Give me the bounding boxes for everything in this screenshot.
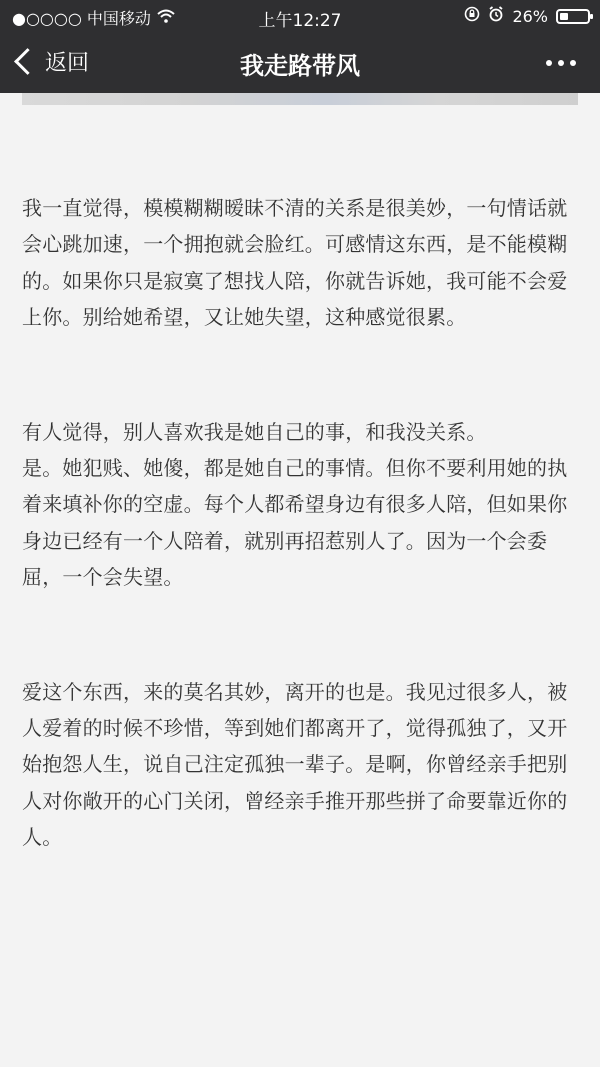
- more-button[interactable]: [546, 60, 576, 66]
- rotation-lock-icon: [464, 6, 480, 26]
- more-icon-dot: [546, 60, 552, 66]
- article-image-bottom-edge: [22, 93, 578, 105]
- more-icon-dot: [558, 60, 564, 66]
- battery-icon: [556, 9, 590, 24]
- page-title: 我走路带风: [240, 52, 360, 80]
- battery-percent: 26%: [512, 6, 548, 26]
- paragraph-1: 我一直觉得，模模糊糊暧昧不清的关系是很美妙，一句情话就会心跳加速，一个拥抱就会脸红。可感情这东西，是不能模糊的。如果你只是寂寞了想找人陪，你就告诉她，我可能不会爱上你。别给她希望，又让她失望，这种感觉很累。: [22, 196, 568, 330]
- top-bar: [0, 0, 600, 93]
- article-body: [22, 190, 578, 933]
- status-bar: [0, 0, 600, 32]
- paragraph-3: 爱这个东西，来的莫名其妙，离开的也是。我见过很多人，被人爱着的时候不珍惜，等到她们都离开了，觉得孤独了，又开始抱怨人生，说自己注定孤独一辈子。是啊，你曾经亲手把别人对你敞开的心门关闭，曾经亲手推开那些拼了命要靠近你的人。: [22, 679, 568, 850]
- status-right: [464, 6, 590, 26]
- alarm-icon: [488, 6, 504, 26]
- carrier-label: ●○○○○ 中国移动: [12, 9, 151, 28]
- clock: 上午12:27: [258, 11, 342, 31]
- paragraph-2: 有人觉得，别人喜欢我是她自己的事，和我没关系。 是。她犯贱、她傻，都是她自己的事情。但你不要利用她的执着来填补你的空虚。每个人都希望身边有很多人陪，但如果你身边已经有一个人陪着，就别再招惹别人了。因为一个会委屈，一个会失望。: [22, 419, 568, 590]
- more-icon-dot: [570, 60, 576, 66]
- back-label: 返回: [45, 51, 90, 76]
- navigation-bar: [0, 32, 600, 93]
